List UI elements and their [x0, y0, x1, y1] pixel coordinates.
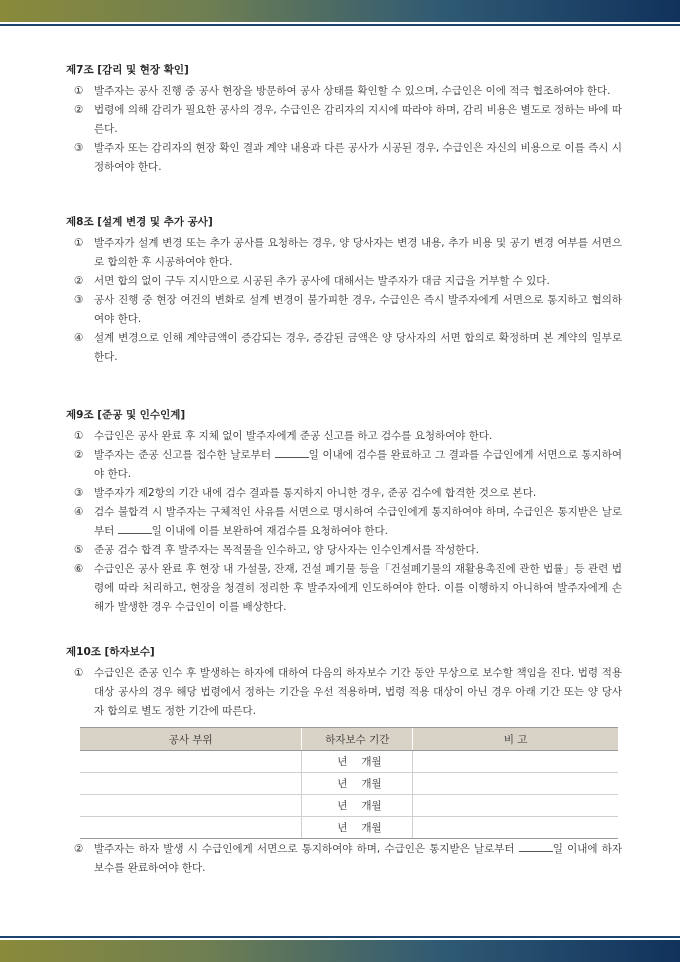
- article-8-item-1: [62, 234, 622, 272]
- table-row: [80, 751, 618, 773]
- table-header-row: [80, 728, 618, 751]
- year-label: 년: [337, 778, 348, 790]
- header-band: [0, 0, 680, 22]
- item-text: 서면 합의 없이 구두 지시만으로 시공된 추가 공사에 대해서는 발주자가 대금 지급을 거부할 수 있다.: [94, 275, 550, 287]
- article-8-title: 제8조 [설계 변경 및 추가 공사]: [66, 216, 213, 228]
- article-9-item-3: [62, 484, 622, 503]
- item-number: ⑥: [74, 563, 84, 575]
- article-8-item-2: [62, 272, 622, 291]
- header-rule: [0, 24, 680, 26]
- month-label: 개월: [361, 822, 382, 834]
- defect-period-table: [80, 727, 618, 839]
- part-cell[interactable]: [80, 773, 302, 795]
- article-10-title: 제10조 [하자보수]: [66, 646, 155, 658]
- note-cell[interactable]: [413, 773, 618, 795]
- article-10-item-1: [62, 664, 622, 721]
- blank-days-field[interactable]: [275, 447, 309, 458]
- item-text: 준공 검수 합격 후 발주자는 목적물을 인수하고, 양 당사자는 인수인계서를 작성한다.: [94, 544, 479, 556]
- footer-band: [0, 940, 680, 962]
- article-9-item-5: [62, 541, 622, 560]
- note-cell[interactable]: [413, 751, 618, 773]
- year-label: 년: [337, 800, 348, 812]
- item-text: 법령에 의해 감리가 필요한 공사의 경우, 수급인은 감리자의 지시에 따라야 하며, 감리 비용은 별도로 정하는 바에 따른다.: [94, 104, 622, 135]
- item-text: 발주자가 설계 변경 또는 추가 공사를 요청하는 경우, 양 당사자는 변경 내용, 추가 비용 및 공기 변경 여부를 서면으로 합의한 후 시공하여야 한다.: [94, 237, 622, 268]
- item-text: 발주자가 제2항의 기간 내에 검수 결과를 통지하지 아니한 경우, 준공 검수에 합격한 것으로 본다.: [94, 487, 537, 499]
- item-number: ③: [74, 142, 84, 154]
- item-text: 일 이내에 하자 보수를 완료하여야 한다.: [94, 843, 622, 874]
- article-9-title: 제9조 [준공 및 인수인계]: [66, 409, 186, 421]
- item-text: 발주자는 하자 발생 시 수급인에게 서면으로 통지하여야 하며, 수급인은 통지받은 날로부터: [94, 843, 519, 855]
- period-cell[interactable]: [302, 751, 413, 773]
- header-note: 비 고: [413, 728, 618, 751]
- article-10: [62, 644, 622, 721]
- item-number: ②: [74, 449, 84, 461]
- article-8-item-3: [62, 291, 622, 329]
- item-number: ②: [74, 275, 84, 287]
- item-text: 설계 변경으로 인해 계약금액이 증감되는 경우, 증감된 금액은 양 당사자의 서면 합의로 확정하며 본 계약의 일부로 한다.: [94, 332, 622, 363]
- period-cell[interactable]: [302, 817, 413, 839]
- item-number: ①: [74, 667, 84, 679]
- item-text: 공사 진행 중 현장 여건의 변화로 설계 변경이 불가피한 경우, 수급인은 즉시 발주자에게 서면으로 통지하고 협의하여야 한다.: [94, 294, 622, 325]
- item-number: ④: [74, 506, 84, 518]
- table-row: [80, 795, 618, 817]
- article-7-title: 제7조 [감리 및 현장 확인]: [66, 64, 189, 76]
- article-7-item-2: [62, 101, 622, 139]
- article-8-item-4: [62, 329, 622, 367]
- item-text: 발주자 또는 감리자의 현장 확인 결과 계약 내용과 다른 공사가 시공된 경우, 수급인은 자신의 비용으로 이를 즉시 시정하여야 한다.: [94, 142, 622, 173]
- item-text: 발주자는 공사 진행 중 공사 현장을 방문하여 공사 상태를 확인할 수 있으며, 수급인은 이에 적극 협조하여야 한다.: [94, 85, 611, 97]
- item-number: ①: [74, 85, 84, 97]
- part-cell[interactable]: [80, 817, 302, 839]
- article-9-item-2: [62, 446, 622, 484]
- header-part: 공사 부위: [80, 728, 302, 751]
- item-text: 수급인은 공사 완료 후 현장 내 가설물, 잔재, 건설 폐기물 등을「건설폐기물의 재활용촉진에 관한 법률」등 관련 법령에 따라 처리하고, 현장을 청결히 정리한 후 발주자에게 인도하여야 한다. 이를 이행하지 아니하여 발주자에게 손해가 발생한 경우 수급인이 이를 배상한다.: [94, 563, 622, 613]
- item-text: 발주자는 준공 신고를 접수한 날로부터: [94, 449, 275, 461]
- article-10-cont: [62, 840, 622, 878]
- item-text: 일 이내에 검수를 완료하고 그 결과를 수급인에게 서면으로 통지하여야 한다.: [94, 449, 622, 480]
- note-cell[interactable]: [413, 817, 618, 839]
- year-label: 년: [337, 822, 348, 834]
- part-cell[interactable]: [80, 751, 302, 773]
- item-text: 수급인은 공사 완료 후 지체 없이 발주자에게 준공 신고를 하고 검수를 요청하여야 한다.: [94, 430, 493, 442]
- item-number: ④: [74, 332, 84, 344]
- article-9: [62, 407, 622, 617]
- period-cell[interactable]: [302, 795, 413, 817]
- footer-rule: [0, 936, 680, 938]
- article-8: [62, 214, 622, 367]
- year-label: 년: [337, 756, 348, 768]
- item-text: 일 이내에 이를 보완하여 재검수를 요청하여야 한다.: [151, 525, 388, 537]
- month-label: 개월: [361, 756, 382, 768]
- article-9-item-1: [62, 427, 622, 446]
- blank-days-field[interactable]: [118, 523, 152, 534]
- item-number: ②: [74, 104, 84, 116]
- item-text: 검수 불합격 시 발주자는 구체적인 사유를 서면으로 명시하여 수급인에게 통지하여야 하며, 수급인은 통지받은 날로부터: [94, 506, 622, 537]
- table-row: [80, 773, 618, 795]
- blank-days-field[interactable]: [519, 841, 553, 852]
- header-period: 하자보수 기간: [302, 728, 413, 751]
- table-row: [80, 817, 618, 839]
- item-number: ①: [74, 237, 84, 249]
- item-number: ①: [74, 430, 84, 442]
- month-label: 개월: [361, 800, 382, 812]
- item-number: ②: [74, 843, 84, 855]
- article-7-item-1: [62, 82, 622, 101]
- article-10-item-2: [62, 840, 622, 878]
- part-cell[interactable]: [80, 795, 302, 817]
- article-9-item-4: [62, 503, 622, 541]
- item-number: ③: [74, 487, 84, 499]
- period-cell[interactable]: [302, 773, 413, 795]
- article-7-item-3: [62, 139, 622, 177]
- article-9-item-6: [62, 560, 622, 617]
- month-label: 개월: [361, 778, 382, 790]
- note-cell[interactable]: [413, 795, 618, 817]
- article-7: [62, 62, 622, 177]
- item-number: ⑤: [74, 544, 84, 556]
- item-number: ③: [74, 294, 84, 306]
- item-text: 수급인은 준공 인수 후 발생하는 하자에 대하여 다음의 하자보수 기간 동안 무상으로 보수할 책임을 진다. 법령 적용 대상 공사의 경우 해당 법령에서 정하는 기간을 우선 적용하며, 법령 적용 대상이 아닌 경우 아래 기간 또는 양 당사자 합의로 별도 정한 기간에 따른다.: [94, 667, 622, 717]
